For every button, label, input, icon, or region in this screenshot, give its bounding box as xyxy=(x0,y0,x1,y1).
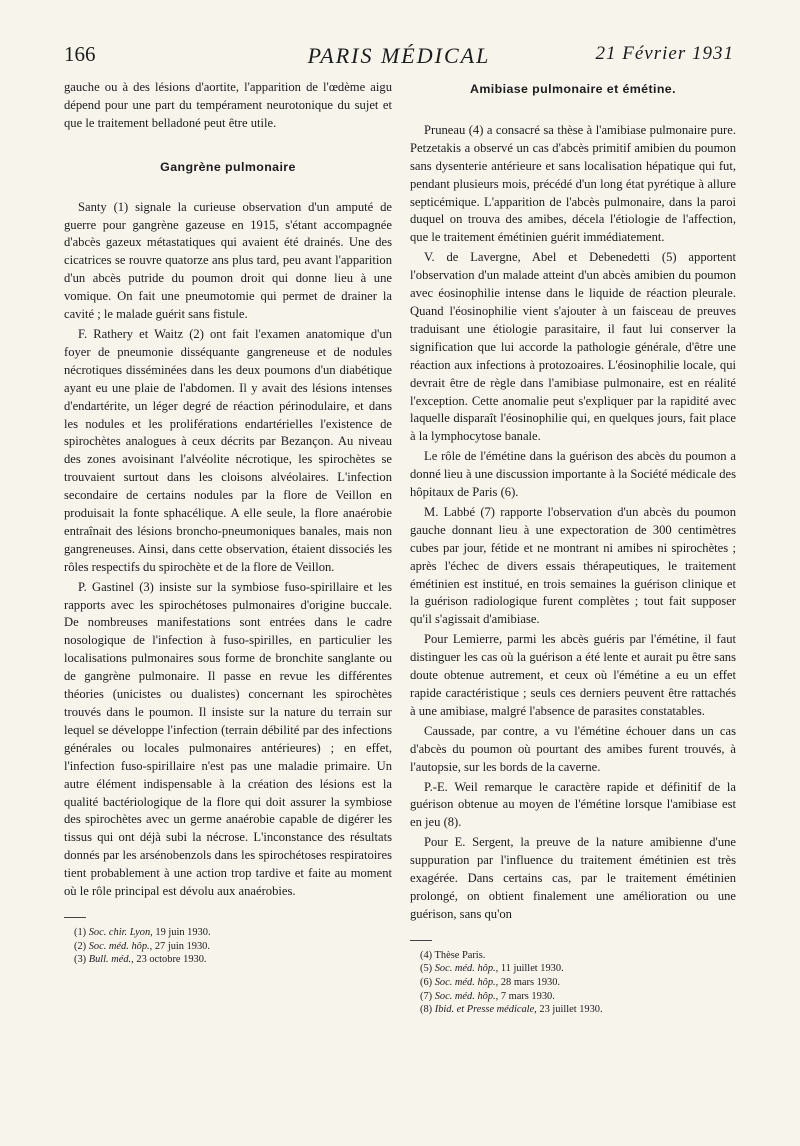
paragraph-lemierre: Pour Lemierre, parmi les abcès guéris par l'émétine, il faut distinguer les cas où la guérison a été lente et aurait pu être sans doute obtenue autrement, et ceux où l'émétine a eu un effet rapide caractéristique ; seuls ces derniers peuvent être rattachés à une amibiase, malgré l'absence de parasites constatables. xyxy=(410,632,736,718)
footnote-4: (4) Thèse Paris. xyxy=(420,949,486,961)
paragraph-emetine-role: Le rôle de l'émétine dans la guérison des abcès du poumon a donné lieu à une discussion importante à la Société médicale des hôpitaux de Paris (6). xyxy=(410,449,736,500)
issue-date: 21 Février 1931 xyxy=(595,43,734,64)
footnote-6: (6) Soc. méd. hôp., 28 mars 1930. xyxy=(420,976,561,988)
footnote-rule xyxy=(64,917,86,918)
footnotes-left xyxy=(64,926,392,967)
left-column xyxy=(64,79,392,967)
footnotes-right xyxy=(410,949,736,1017)
footnote-7: (7) Soc. méd. hôp., 7 mars 1930. xyxy=(420,990,555,1002)
footnote-2: (2) Soc. méd. hôp., 27 juin 1930. xyxy=(74,940,210,952)
running-header xyxy=(64,40,734,76)
paragraph-sergent: Pour E. Sergent, la preuve de la nature amibienne d'une suppuration par l'influence du traitement émétinien est très exagérée. Dans certains cas, par le traitement émétinien prolongé, on obtient finalement une amélioration ou une guérison, sans qu'on xyxy=(410,835,736,921)
section-title-amibiase: Amibiase pulmonaire et émétine. xyxy=(470,82,676,96)
section-title-gangrene: Gangrène pulmonaire xyxy=(160,159,296,174)
footnote-8: (8) Ibid. et Presse médicale, 23 juillet 1930. xyxy=(420,1004,603,1016)
footnote-1: (1) Soc. chir. Lyon, 19 juin 1930. xyxy=(74,926,211,938)
page-number: 166 xyxy=(64,42,96,66)
footnote-3: (3) Bull. méd., 23 octobre 1930. xyxy=(74,954,207,966)
paragraph-santy: Santy (1) signale la curieuse observation d'un amputé de guerre pour gangrène gazeuse en 1915, s'étant accompagnée d'abcès gazeux métastatiques qui avaient été drainés. Une des cicatrices se rouvre quatorze ans plus tard, peu avant l'apparition d'un abcès putride du poumon droit qui donne lieu à une vomique. On fait une pneumotomie qui permet de drainer la cavité ; le malade guérit sans fistule. xyxy=(64,199,392,322)
paragraph-gastinel: P. Gastinel (3) insiste sur la symbiose fuso-spirillaire et les rapports avec les spirochétoses pulmonaires d'origine buccale. De nombreuses manifestations sont entrées dans le cadre nosologique de l'infection à fuso-spirilles, en particulier les localisations pulmonaires sous forme de bronchite sanglante ou de gangrène pulmonaire. Il passe en revue les différentes théories (unicistes ou dualistes) concernant les spirochètes trouvés dans le poumon. Il insiste sur la nature du terrain sur lequel se développe l'infection (terrain débilité par des infections générales ou locales pulmonaires antérieures) ; en effet, l'infection fuso-spirillaire n'est pas une maladie primaire. Un autre élément indispensable à la création des lésions est la qualité bactériologique de la flore qui doit assurer la symbiose des spirochètes avec un germe anaérobie capable de digérer les tissus qui ont déjà subi la nécrose. L'inconstance des résultats donnés par les arsénobenzols dans les spirochétoses respiratoires tient probablement à une action trop tardive et faite au moment où le rôle principal est dévolu aux anaérobies. xyxy=(64,579,392,899)
journal-title: PARIS MÉDICAL xyxy=(307,43,491,68)
paragraph-rathery: F. Rathery et Waitz (2) ont fait l'examen anatomique d'un foyer de pneumonie disséquante gangreneuse et de nodules nécrotiques disséminées dans les deux poumons d'un diabétique ayant eu une plaie de l'abdomen. Il y avait des lésions intenses d'endartérite, un léger degré de réaction périnodulaire, et dans les nodules et les proliférations endartérielles l'existence de spirochètes analogues à ceux décrits par Bezançon. Au niveau des zones avoisinant l'alvéolite nécrotique, les spirochètes se trouvaient surtout dans les cloisons alvéolaires. L'infection secondaire de certains nodules par la flore de Veillon en produisait la fonte sphacélique. A elle seule, la flore anaérobie entraînait des lésions broncho-pneumoniques banales, mais non gangreneuses. Ainsi, dans cette observation, étaient dissociés les rôles respectifs du spirochète et de la flore de Veillon. xyxy=(64,326,392,574)
paragraph-labbe: M. Labbé (7) rapporte l'observation d'un abcès du poumon gauche donnant lieu à une expectoration de 300 centimètres cubes par jour, fétide et ne montrant ni amibes ni spirochètes ; après l'échec de divers essais thérapeutiques, le traitement émétinien est institué, en trois semaines la guérison clinique et la guérison radiologique furent complètes ; tout fait supposer qu'il s'agissait d'amibiase. xyxy=(410,504,736,627)
paragraph-pruneau: Pruneau (4) a consacré sa thèse à l'amibiase pulmonaire pure. Petzetakis a observé un cas d'abcès primitif amibien du poumon sans dysenterie antérieure et sans localisation hépatique qui fut, pendant plusieurs mois, précédé d'un long état pyrétique à allure septicémique. L'apparition de l'abcès pulmonaire, dans la paroi duquel on trouva des amibes, décela l'étiologie de l'affection, que le traitement émétinien guérit immédiatement. xyxy=(410,122,736,245)
footnote-rule xyxy=(410,940,432,941)
paragraph-lavergne: V. de Lavergne, Abel et Debenedetti (5) apportent l'observation d'un malade atteint d'un abcès amibien du poumon avec éosinophilie intense dans le liquide de réaction pleurale. Quand l'éosinophilie vient s'ajouter à un faisceau de preuves traduisant une étiologie parasitaire, il faut lui conserver la signification que lui accorde la pathologie générale, d'être une réaction aux infections à protozoaires. L'éosinophilie locale, qui devrait être de règle dans l'amibiase pulmonaire, est en réalité l'exception. Cette anomalie peut s'expliquer par la rapidité avec laquelle disparaît l'éosinophilie qui, en quelques jours, fait place à la lymphocytose banale. xyxy=(410,250,736,444)
intro-paragraph: gauche ou à des lésions d'aortite, l'apparition de l'œdème aigu dépend pour une part du tempérament neurotonique du sujet et que le traitement belladoné peut être utile. xyxy=(64,80,392,130)
footnote-5: (5) Soc. méd. hôp., 11 juillet 1930. xyxy=(420,963,564,975)
paragraph-caussade: Caussade, par contre, a vu l'émétine échouer dans un cas d'abcès du poumon où pourtant des amibes furent trouvés, à l'autopsie, sur les bords de la caverne. xyxy=(410,723,736,774)
paragraph-weil: P.-E. Weil remarque le caractère rapide et définitif de la guérison obtenue au moyen de l'émétine lorsque l'amibiase est en jeu (8). xyxy=(410,779,736,830)
right-column xyxy=(410,79,736,1017)
